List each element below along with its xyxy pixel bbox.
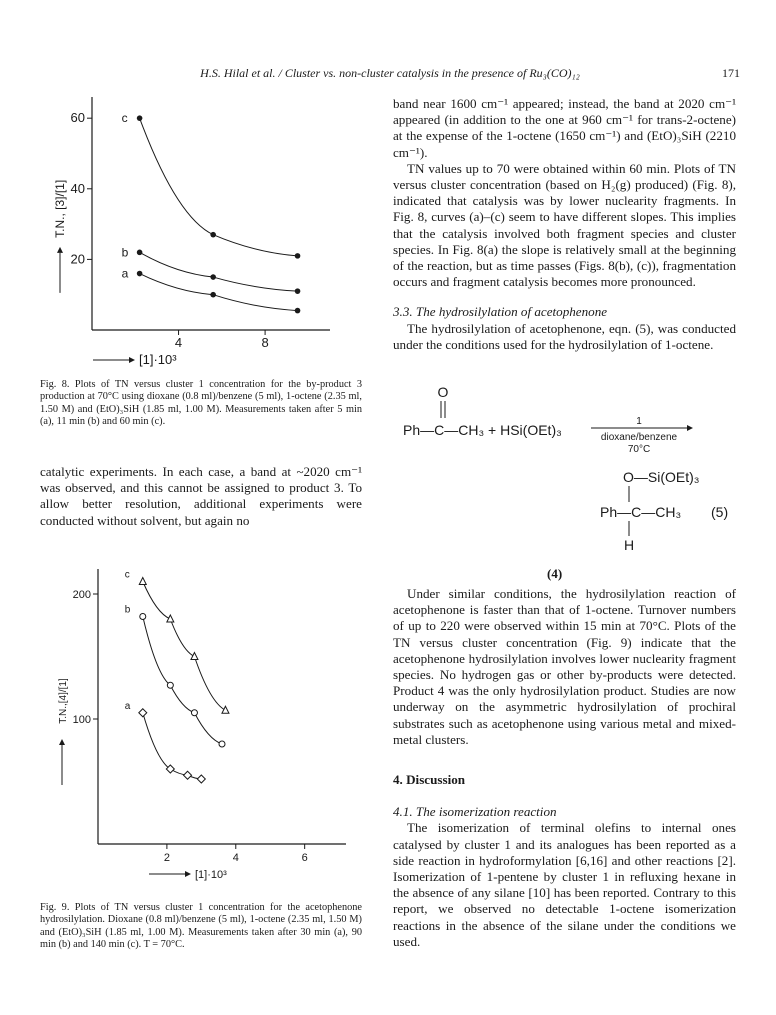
right-column-bottom bbox=[393, 586, 736, 950]
x-tick-label: 8 bbox=[261, 335, 269, 350]
data-point-b bbox=[167, 682, 173, 688]
paragraph-ir-bands: band near 1600 cm⁻¹ appeared; instead, the band at 2020 cm⁻¹ appeared (in addition to the one at 960 cm⁻¹ for trans-2-octene) at the expense of the 1-octene (1650 cm⁻¹) and (EtO)₃SiH (2210 cm⁻¹). bbox=[393, 96, 736, 160]
eq-temperature: 70°C bbox=[627, 444, 651, 455]
eq-carbonyl-o: O bbox=[437, 384, 449, 400]
eq-catalyst: 1 bbox=[636, 416, 642, 427]
x-tick-label: 4 bbox=[232, 852, 239, 864]
data-point-b bbox=[140, 614, 146, 620]
data-point-a bbox=[137, 271, 143, 277]
series-line-a bbox=[140, 274, 298, 311]
figure-9-chart bbox=[40, 565, 362, 900]
page-header bbox=[40, 66, 740, 86]
x-tick-label: 4 bbox=[174, 335, 183, 350]
eq-reactants: Ph—C—CH₃ + HSi(OEt)₃ bbox=[403, 422, 562, 438]
series-line-c bbox=[143, 582, 226, 711]
running-head: H.S. Hilal et al. / Cluster vs. non-cluster catalysis in the presence of Ru₃(CO)₁₂ bbox=[200, 66, 580, 80]
eq-product-chain: Ph—C—CH₃ bbox=[600, 504, 682, 520]
x-tick-label: 6 bbox=[301, 852, 308, 864]
y-tick-label: 40 bbox=[70, 180, 85, 196]
eq-solvent: dioxane/benzene bbox=[600, 432, 678, 443]
data-point-c bbox=[191, 653, 198, 660]
figure-9-caption-text: Fig. 9. Plots of TN versus cluster 1 concentration for the acetophenone hydrosilylation. Dioxane (0.8 ml)/benzene (5 ml), 1-octene (2.35 ml, 1.50 M) and (EtO)₃SiH (1.85 ml, 1.00 M). Measurements taken after 30 min (a), 90 min (b) and 140 min (c). T = 70°C. bbox=[40, 902, 362, 951]
paragraph-hydrosilylation-faster: Under similar conditions, the hydrosilylation reaction of acetophenone is faster than that of 1-octene. Turnover numbers of up to 220 were observed within 15 min at 70°C. Plots of the TN versus cluster concentration (Fig. 9) indicate that the acetophenone hydrosilylation involves lower nuclearity fragment species. No hydrogen gas or other by-products were detected. Product 4 was the only hydrosilylation product. Studies are now underway on the asymmetric hydrosilylation of prochiral substrates such as acetophenone using various metal and mixed-metal clusters. bbox=[393, 586, 736, 747]
figure-8-chart bbox=[40, 95, 362, 377]
y-tick-label: 200 bbox=[72, 589, 91, 601]
series-label-c: c bbox=[124, 569, 130, 581]
data-point-b bbox=[137, 250, 143, 256]
series-label-b: b bbox=[124, 604, 131, 616]
data-point-b bbox=[219, 741, 225, 747]
section-4-1-heading: 4.1. The isomerization reaction bbox=[393, 804, 557, 820]
series-line-b bbox=[140, 252, 298, 291]
series-label-a: a bbox=[121, 266, 129, 281]
y-label-arrowhead bbox=[59, 739, 65, 745]
section-3-3-heading: 3.3. The hydrosilylation of acetophenone bbox=[393, 304, 608, 320]
data-point-a bbox=[295, 308, 301, 314]
y-tick-label: 60 bbox=[70, 110, 85, 126]
equation-5 bbox=[393, 380, 736, 560]
x-label-arrowhead bbox=[185, 871, 191, 877]
figure-9-caption bbox=[40, 902, 362, 952]
data-point-b bbox=[295, 288, 301, 294]
y-axis-label: T.N.,[4]/[1] bbox=[58, 678, 69, 724]
series-line-c bbox=[140, 118, 298, 256]
left-paragraph: catalytic experiments. In each case, a band at ~2020 cm⁻¹ was observed, and this cannot be assigned to product 3. To allow better resolution, additional experiments were conducted without solvent, but again no bbox=[40, 464, 362, 528]
y-tick-label: 20 bbox=[70, 251, 85, 267]
data-point-c bbox=[295, 253, 301, 259]
data-point-c bbox=[210, 232, 216, 238]
data-point-a bbox=[139, 709, 147, 717]
left-column-text bbox=[40, 464, 362, 529]
x-tick-label: 2 bbox=[163, 852, 170, 864]
data-point-c bbox=[167, 615, 174, 622]
compound-number: (4) bbox=[547, 566, 563, 581]
eq-product-osi: O—Si(OEt)₃ bbox=[623, 469, 700, 485]
x-axis-label: [1]·10³ bbox=[139, 352, 177, 367]
data-point-b bbox=[210, 274, 216, 280]
data-point-c bbox=[222, 706, 229, 713]
series-line-b bbox=[143, 617, 222, 745]
paragraph-tn-values: TN values up to 70 were obtained within 60 min. Plots of TN versus cluster concentration (based on H₂(g) produced) (Fig. 8), indicated that catalysis was by lower nuclearity fragments. In Fig. 8, curves (a)–(c) seem to have different slopes. This implies that the catalysis involved both fragment species and cluster species. In Fig. 8(a) the slope is relatively small at the beginning of the reaction, but as time passes (Figs. 8(b), (c)), fragmentation occurs and fragment catalysis becomes more pronounced. bbox=[393, 160, 736, 290]
series-label-a: a bbox=[124, 700, 131, 712]
paragraph-isomerization: The isomerization of terminal olefins to internal ones catalysed by cluster 1 and its analogues has been reported as a side reaction in hydroformylation [6,16] and other reactions [2]. Isomerization of 1-pentene by cluster 1 in refluxing hexane in the absence of any silane [10] has been reported. Contrary to this report, we observed no detectable 1-octene isomerization reactions in the absence of the silane under the conditions we used. bbox=[393, 820, 736, 949]
data-point-c bbox=[137, 115, 143, 121]
series-label-b: b bbox=[121, 245, 129, 260]
data-point-c bbox=[139, 578, 146, 585]
y-tick-label: 100 bbox=[72, 714, 91, 726]
data-point-a bbox=[197, 775, 205, 783]
paragraph-acetophenone-intro: The hydrosilylation of acetophenone, eqn. (5), was conducted under the conditions used for the hydrosilylation of 1-octene. bbox=[393, 320, 736, 352]
figure-8-caption bbox=[40, 379, 362, 429]
data-point-b bbox=[191, 710, 197, 716]
y-label-arrowhead bbox=[57, 247, 63, 253]
section-4-heading: 4. Discussion bbox=[393, 772, 466, 788]
series-label-c: c bbox=[121, 111, 128, 126]
data-point-a bbox=[210, 292, 216, 298]
page-number: 171 bbox=[722, 66, 740, 80]
right-column-top bbox=[393, 96, 736, 353]
y-axis-label: T.N., [3]/[1] bbox=[53, 179, 67, 238]
x-axis-label: [1]·10³ bbox=[195, 869, 227, 881]
eq-product-h: H bbox=[624, 537, 635, 553]
data-point-a bbox=[184, 771, 192, 779]
data-point-a bbox=[166, 765, 174, 773]
x-label-arrowhead bbox=[129, 357, 135, 363]
figure-8-caption-text: Fig. 8. Plots of TN versus cluster 1 concentration for the by-product 3 production at 70°C using dioxane (0.8 ml)/benzene (5 ml), 1-octene (2.35 ml, 1.50 M) and (EtO)₃SiH (1.85 ml, 1.00 M). Measurements taken after 5 min (a), 11 min (b) and 60 min (c). bbox=[40, 379, 362, 428]
equation-number: (5) bbox=[711, 504, 729, 520]
